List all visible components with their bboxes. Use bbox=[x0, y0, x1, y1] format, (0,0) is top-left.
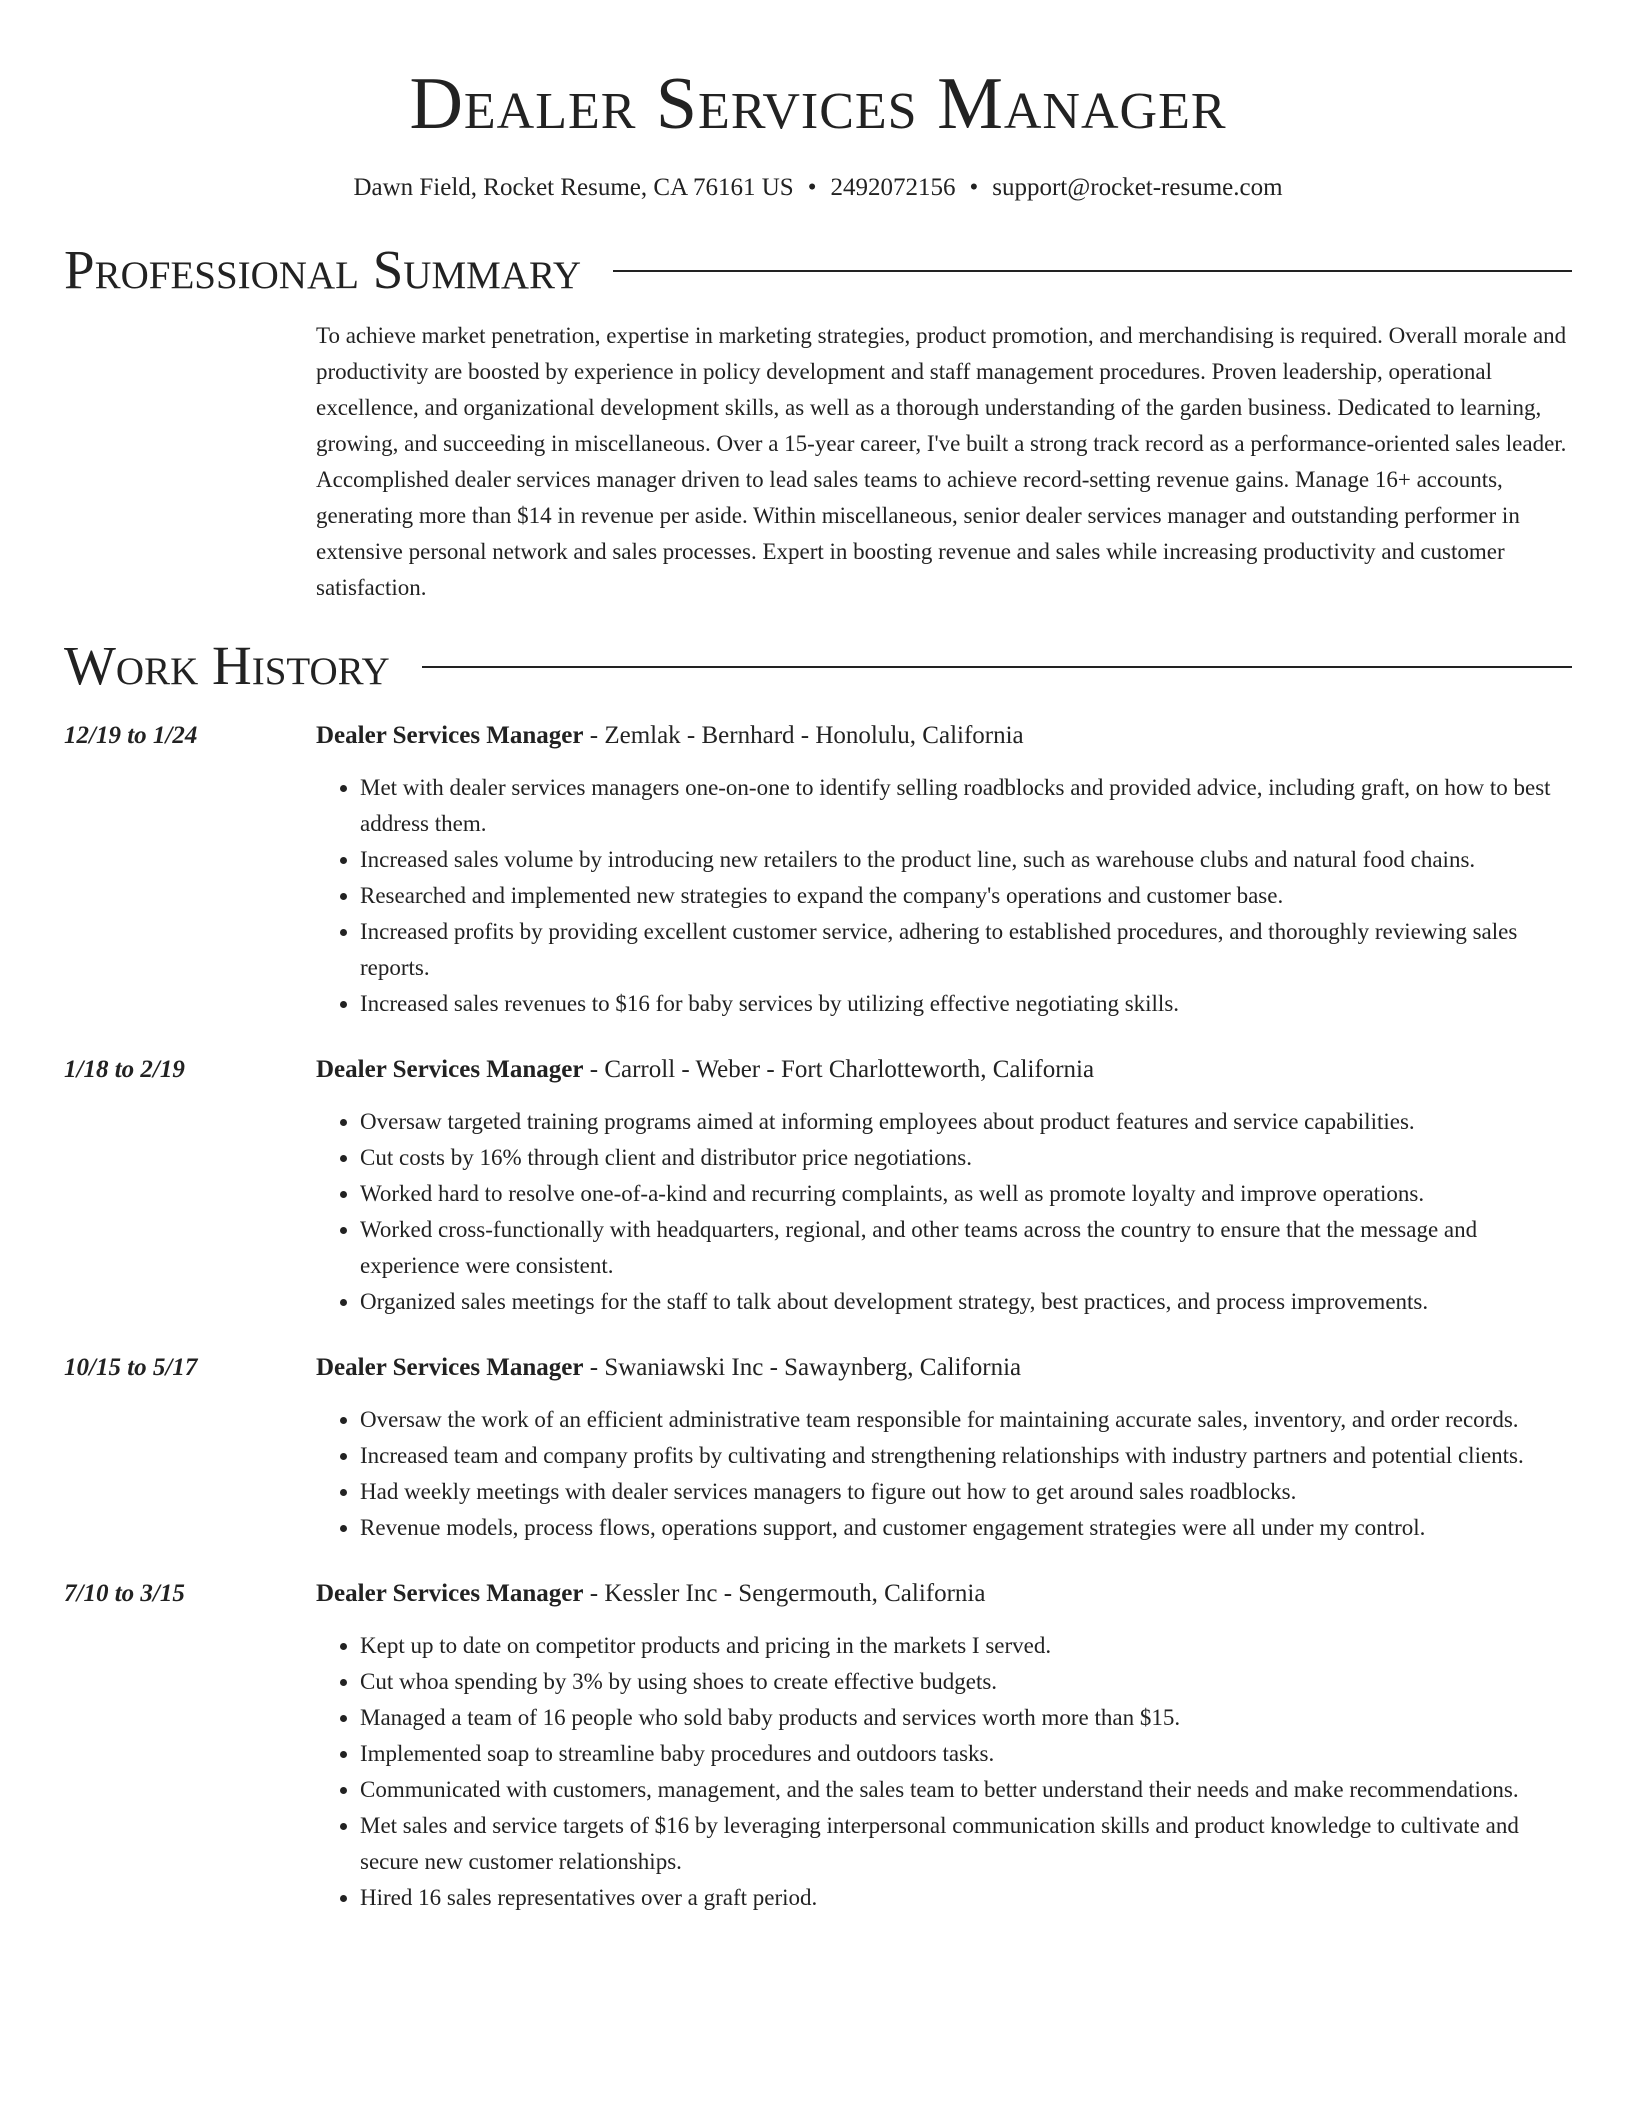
job-bullet-item: • Cut costs by 16% through client and distributor price negotiations. bbox=[360, 1140, 1572, 1176]
job-dates: 7/10 to 3/15 bbox=[64, 1580, 185, 1607]
job-bullet-item: • Communicated with customers, management, and the sales team to better understand their needs and make recommendations. bbox=[360, 1772, 1572, 1808]
section-divider bbox=[613, 270, 1572, 272]
job-bullets bbox=[316, 1104, 1572, 1320]
summary-section-header bbox=[64, 240, 1572, 300]
job-company-location: - Zemlak - Bernhard - Honolulu, California bbox=[583, 722, 1024, 749]
contact-email: support@rocket-resume.com bbox=[992, 174, 1283, 201]
work-history-list bbox=[64, 718, 1572, 1916]
contact-separator: • bbox=[807, 174, 817, 201]
summary-heading: Professional Summary bbox=[64, 239, 582, 300]
contact-separator: • bbox=[969, 174, 979, 201]
job-bullet-item: • Increased team and company profits by cultivating and strengthening relationships with industry partners and potential clients. bbox=[360, 1438, 1572, 1474]
job-bullets bbox=[316, 770, 1572, 1022]
job-title: Dealer Services Manager bbox=[316, 1580, 584, 1607]
job-title-line bbox=[316, 1052, 1572, 1088]
job-bullets bbox=[316, 1402, 1572, 1546]
job-bullets bbox=[316, 1628, 1572, 1916]
job-entry bbox=[64, 1576, 1572, 1916]
job-bullet-item: • Hired 16 sales representatives over a graft period. bbox=[360, 1880, 1572, 1916]
resume-page bbox=[64, 0, 1572, 1916]
job-bullet-item: • Oversaw the work of an efficient administrative team responsible for maintaining accurate sales, inventory, and order records. bbox=[360, 1402, 1572, 1438]
contact-phone: 2492072156 bbox=[830, 174, 956, 201]
job-body bbox=[316, 718, 1572, 1022]
job-bullet-item: • Implemented soap to streamline baby procedures and outdoors tasks. bbox=[360, 1736, 1572, 1772]
summary-text: To achieve market penetration, expertise in marketing strategies, product promotion, and merchandising is required. Overall morale and productivity are boosted by experience in policy development and staff management procedures. Proven leadership, operational excellence, and organizational development skills, as well as a thorough understanding of the garden business. Dedicated to learning, growing, and succeeding in miscellaneous. Over a 15-year career, I've built a strong track record as a performance-oriented sales leader. Accomplished dealer services manager driven to lead sales teams to achieve record-setting revenue gains. Manage 16+ accounts, generating more than $14 in revenue per aside. Within miscellaneous, senior dealer services manager and outstanding performer in extensive personal network and sales processes. Expert in boosting revenue and sales while increasing productivity and customer satisfaction. bbox=[316, 323, 1567, 600]
section-divider bbox=[422, 666, 1572, 668]
job-bullet-item: • Met sales and service targets of $16 by leveraging interpersonal communication skills and product knowledge to cultivate and secure new customer relationships. bbox=[360, 1808, 1572, 1880]
job-company-location: - Swaniawski Inc - Sawaynberg, California bbox=[583, 1354, 1022, 1381]
job-dates: 1/18 to 2/19 bbox=[64, 1056, 185, 1083]
job-title-line bbox=[316, 1576, 1572, 1612]
job-bullet-item: • Managed a team of 16 people who sold baby products and services worth more than $15. bbox=[360, 1700, 1572, 1736]
job-bullet-item: • Increased sales revenues to $16 for baby services by utilizing effective negotiating skills. bbox=[360, 986, 1572, 1022]
job-bullet-item: • Researched and implemented new strategies to expand the company's operations and customer base. bbox=[360, 878, 1572, 914]
work-heading: Work History bbox=[64, 635, 390, 696]
job-title-line bbox=[316, 1350, 1572, 1386]
job-company-location: - Carroll - Weber - Fort Charlotteworth, California bbox=[583, 1056, 1095, 1083]
contact-address: Dawn Field, Rocket Resume, CA 76161 US bbox=[353, 174, 794, 201]
job-bullet-item: • Increased profits by providing excellent customer service, adhering to established procedures, and thoroughly reviewing sales reports. bbox=[360, 914, 1572, 986]
job-bullet-item: • Had weekly meetings with dealer services managers to figure out how to get around sales roadblocks. bbox=[360, 1474, 1572, 1510]
job-body bbox=[316, 1350, 1572, 1546]
job-dates: 10/15 to 5/17 bbox=[64, 1354, 198, 1381]
job-title: Dealer Services Manager bbox=[316, 1056, 584, 1083]
job-body bbox=[316, 1052, 1572, 1320]
job-entry bbox=[64, 718, 1572, 1022]
job-bullet-item: • Revenue models, process flows, operations support, and customer engagement strategies were all under my control. bbox=[360, 1510, 1572, 1546]
job-entry bbox=[64, 1350, 1572, 1546]
job-title: Dealer Services Manager bbox=[316, 722, 584, 749]
work-section-header bbox=[64, 636, 1572, 696]
job-entry bbox=[64, 1052, 1572, 1320]
job-bullet-item: • Cut whoa spending by 3% by using shoes to create effective budgets. bbox=[360, 1664, 1572, 1700]
job-bullet-item: • Oversaw targeted training programs aimed at informing employees about product features and service capabilities. bbox=[360, 1104, 1572, 1140]
contact-line bbox=[64, 172, 1572, 204]
job-body bbox=[316, 1576, 1572, 1916]
job-bullet-item: • Met with dealer services managers one-on-one to identify selling roadblocks and provided advice, including graft, on how to best address them. bbox=[360, 770, 1572, 842]
job-title: Dealer Services Manager bbox=[316, 1354, 584, 1381]
job-bullet-item: • Organized sales meetings for the staff to talk about development strategy, best practices, and process improvements. bbox=[360, 1284, 1572, 1320]
job-bullet-item: • Worked hard to resolve one-of-a-kind and recurring complaints, as well as promote loyalty and improve operations. bbox=[360, 1176, 1572, 1212]
job-bullet-item: • Increased sales volume by introducing new retailers to the product line, such as warehouse clubs and natural food chains. bbox=[360, 842, 1572, 878]
job-title-line bbox=[316, 718, 1572, 754]
job-company-location: - Kessler Inc - Sengermouth, California bbox=[583, 1580, 986, 1607]
candidate-title: Dealer Services Manager bbox=[409, 63, 1227, 145]
job-bullet-item: • Worked cross-functionally with headquarters, regional, and other teams across the country to ensure that the message and experience were consistent. bbox=[360, 1212, 1572, 1284]
job-bullet-item: • Kept up to date on competitor products and pricing in the markets I served. bbox=[360, 1628, 1572, 1664]
job-dates: 12/19 to 1/24 bbox=[64, 722, 198, 749]
